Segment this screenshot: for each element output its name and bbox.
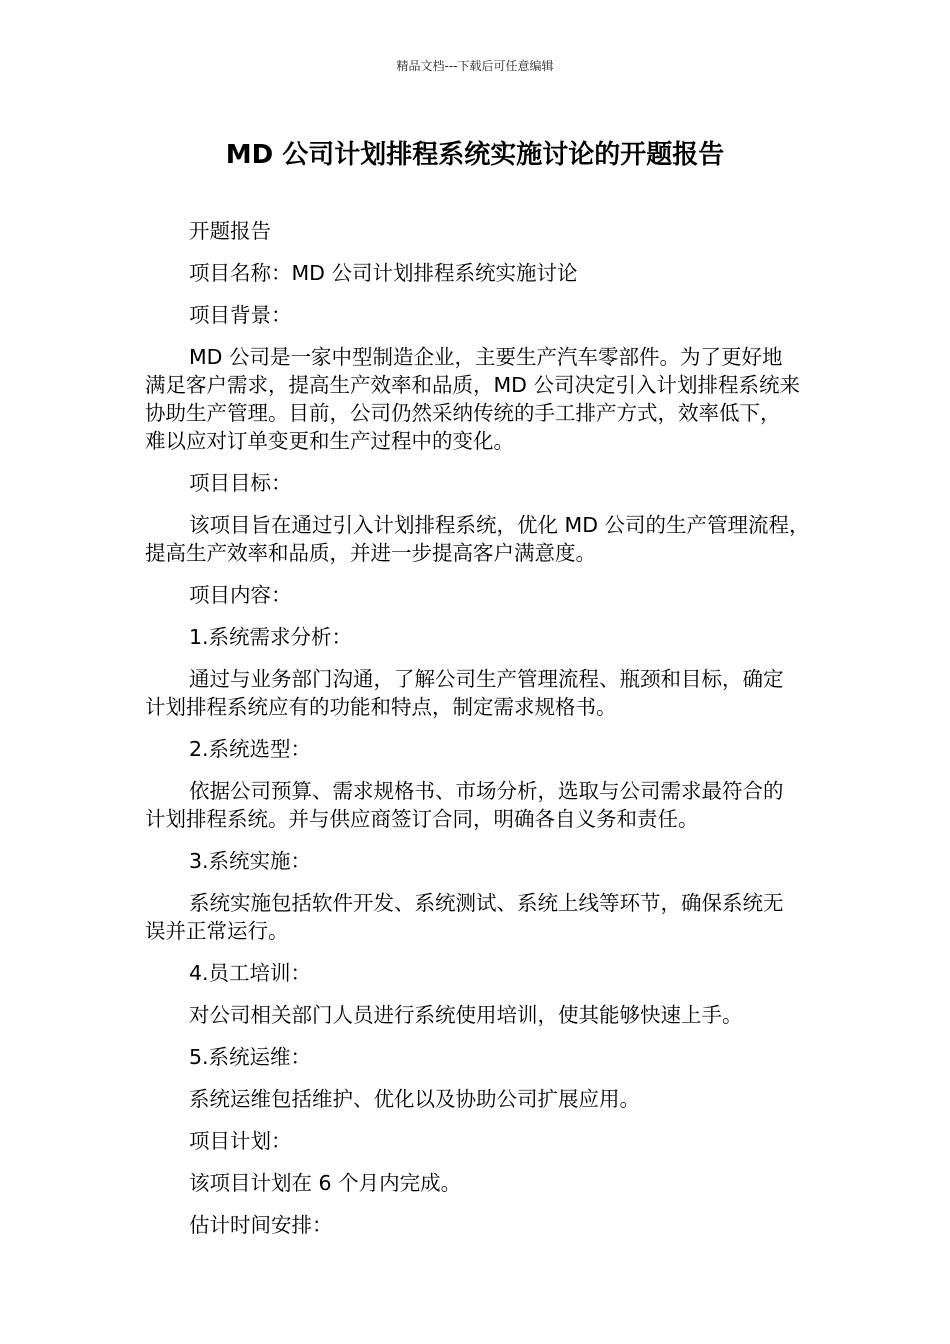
- paragraph-line: 计划排程系统应有的功能和特点，制定需求规格书。: [145, 695, 617, 719]
- paragraph-line: 通过与业务部门沟通，了解公司生产管理流程、瓶颈和目标，确定: [189, 667, 784, 691]
- paragraph-line: 计划排程系统。并与供应商签订合同，明确各自义务和责任。: [145, 807, 699, 831]
- paragraph: [145, 511, 825, 567]
- paragraph-line: 项目名称：MD 公司计划排程系统实施讨论: [189, 261, 578, 285]
- paragraph-line: 该项目旨在通过引入计划排程系统，优化 MD 公司的生产管理流程，: [189, 513, 810, 537]
- paragraph: [145, 259, 825, 287]
- paragraph-line: 对公司相关部门人员进行系统使用培训，使其能够快速上手。: [189, 1003, 743, 1027]
- paragraph: [145, 735, 825, 763]
- paragraph-line: 3.系统实施：: [189, 849, 312, 873]
- paragraph: [145, 889, 825, 945]
- paragraph: [145, 777, 825, 833]
- paragraph: [145, 1211, 825, 1239]
- paragraph-line: 项目计划：: [189, 1129, 292, 1153]
- paragraph: [145, 1001, 825, 1029]
- paragraph-line: 系统实施包括软件开发、系统测试、系统上线等环节，确保系统无: [189, 891, 784, 915]
- paragraph-line: 满足客户需求，提高生产效率和品质，MD 公司决定引入计划排程系统来: [145, 373, 800, 397]
- paragraph: [145, 1127, 825, 1155]
- paragraph-line: 开题报告: [189, 219, 271, 243]
- paragraph-line: 项目目标：: [189, 471, 292, 495]
- paragraph: [145, 217, 825, 245]
- paragraph: [145, 959, 825, 987]
- page-header: 精品文档---下载后可任意编辑: [396, 59, 554, 73]
- paragraph-line: MD 公司是一家中型制造企业，主要生产汽车零部件。为了更好地: [189, 345, 783, 369]
- paragraph-line: 难以应对订单变更和生产过程中的变化。: [145, 429, 514, 453]
- paragraph-line: 4.员工培训：: [189, 961, 312, 985]
- paragraph-line: 1.系统需求分析：: [189, 625, 353, 649]
- paragraph-line: 5.系统运维：: [189, 1045, 312, 1069]
- paragraph: [145, 301, 825, 329]
- paragraph: [145, 847, 825, 875]
- paragraph-line: 2.系统选型：: [189, 737, 312, 761]
- paragraph: [145, 343, 825, 455]
- paragraph-line: 项目背景：: [189, 303, 292, 327]
- document-body: [145, 217, 825, 1253]
- paragraph: [145, 1043, 825, 1071]
- paragraph: [145, 581, 825, 609]
- paragraph-line: 依据公司预算、需求规格书、市场分析，选取与公司需求最符合的: [189, 779, 784, 803]
- paragraph-line: 项目内容：: [189, 583, 292, 607]
- paragraph: [145, 1085, 825, 1113]
- paragraph-line: 提高生产效率和品质，并进一步提高客户满意度。: [145, 541, 596, 565]
- paragraph: [145, 665, 825, 721]
- paragraph-line: 估计时间安排：: [189, 1213, 333, 1237]
- paragraph-line: 协助生产管理。目前，公司仍然采纳传统的手工排产方式，效率低下，: [145, 401, 781, 425]
- paragraph-line: 误并正常运行。: [145, 919, 289, 943]
- paragraph-line: 系统运维包括维护、优化以及协助公司扩展应用。: [189, 1087, 640, 1111]
- paragraph: [145, 623, 825, 651]
- paragraph: [145, 1169, 825, 1197]
- paragraph-line: 该项目计划在 6 个月内完成。: [189, 1171, 462, 1195]
- paragraph: [145, 469, 825, 497]
- document-title: MD 公司计划排程系统实施讨论的开题报告: [225, 140, 725, 170]
